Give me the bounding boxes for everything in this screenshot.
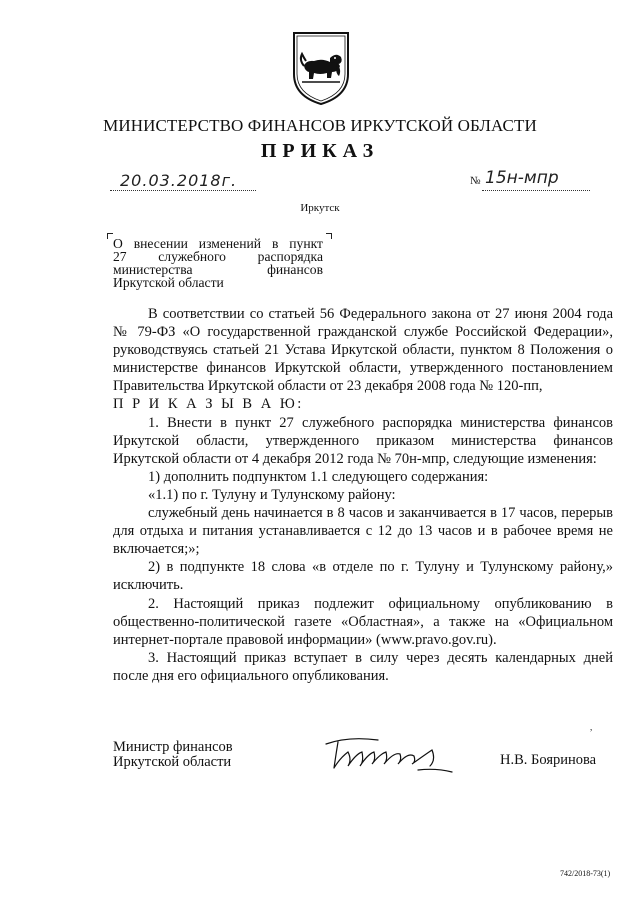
subject-bracket-right (326, 233, 332, 239)
order-subject (113, 237, 323, 289)
order-date: 20.03.2018г. (120, 171, 238, 190)
order-number: 15н-мпр (485, 168, 559, 188)
coat-of-arms-emblem (290, 30, 352, 106)
item-1-subitem-2: 2) в подпункте 18 слова «в отделе по г. Тулуну и Тулунскому району,» исключить. (113, 559, 613, 594)
preamble-paragraph: В соответствии со статьей 56 Федерального закона от 27 июня 2004 года № 79-ФЗ «О государственной гражданской службе Российской Федерации», руководствуясь статьей 21 Устава Иркутской области, пунктом 8 Положения о министерстве финансов Иркутской области, утвержденного постановлением Правительства Иркутской области от 23 декабря 2008 года № 120-пп, (113, 306, 613, 395)
document-type-title: ПРИКАЗ (260, 140, 380, 162)
subject-line: министерства финансов (113, 262, 323, 277)
order-body (113, 305, 613, 685)
item-2: 2. Настоящий приказ подлежит официальному опубликованию в общественно-политической газете «Областная», а также на «Официальном интернет-портале правовой информации» (www.pravo.gov.ru). (113, 595, 613, 648)
item-1-subitem-1: 1) дополнить подпунктом 1.1 следующего содержания: (148, 468, 489, 485)
handwritten-signature (318, 730, 458, 775)
item-3: 3. Настоящий приказ вступает в силу через десять календарных дней после дня его официального опубликования. (113, 649, 613, 684)
item-1: 1. Внести в пункт 27 служебного распорядка министерства финансов Иркутской области, утвержденного приказом министерства финансов Иркутской области от 4 декабря 2012 года № 70н-мпр, следующие изменения: (113, 414, 613, 467)
order-word: П Р И К А З Ы В А Ю: (113, 396, 304, 413)
number-underline (482, 190, 590, 191)
date-underline (110, 190, 256, 191)
city-name: Иркутск (300, 202, 340, 214)
signatory-title (113, 740, 233, 770)
signatory-title-line: Иркутской области (113, 754, 232, 770)
subject-line: 27 служебного распорядка (113, 249, 323, 264)
margin-mark: , (590, 722, 593, 732)
ministry-name: МИНИСТЕРСТВО ФИНАНСОВ ИРКУТСКОЙ ОБЛАСТИ (103, 116, 537, 135)
subject-line: О внесении изменений в пункт (113, 236, 323, 251)
item-1-subitem-1-text: служебный день начинается в 8 часов и заканчивается в 17 часов, перерыв для отдыха и питания устанавливается с 12 до 13 часов и в рабочее время не включается;»; (113, 505, 613, 558)
subject-line: Иркутской области (113, 275, 224, 290)
footer-registration-code: 742/2018-73(1) (560, 869, 611, 878)
number-sign: № (470, 175, 481, 187)
signatory-title-line: Министр финансов (113, 739, 233, 755)
signatory-name: Н.В. Бояринова (500, 752, 597, 768)
item-1-subitem-1-quote: «1.1) по г. Тулуну и Тулунскому району: (148, 486, 396, 503)
